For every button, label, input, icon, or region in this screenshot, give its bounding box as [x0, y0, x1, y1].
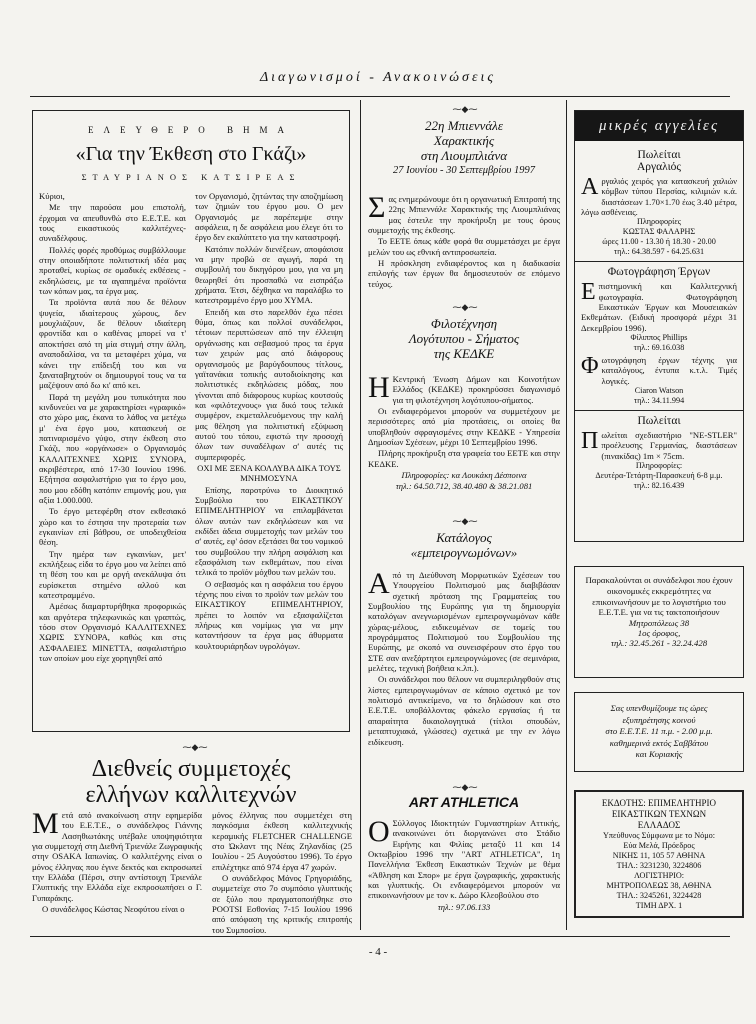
classifieds-bar: μικρές αγγελίες: [575, 111, 743, 141]
title-line: «εμπειρογνωμόνων»: [410, 545, 518, 560]
paragraph: μόνος έλληνας που συμμετέχει στη παγκόσμια έκθεση καλλιτεχνικής κεραμικής FLETCHER CHALLENGE στο Ώκλαντ της Νέας Ζηλανδίας (25 Ιουλίου - 25 Αυγούστου 1996). Το έργο επιλέχτηκε από 974 έργα 47 χωρών.: [212, 810, 352, 872]
title-line: Φιλοτέχνηση: [430, 316, 498, 331]
column-divider: [566, 100, 567, 930]
ad-drafting-table: [575, 410, 743, 495]
ornament-icon: ⁓◆⁓: [452, 516, 478, 526]
notice-text: εξυπηρέτησης κοινού: [622, 714, 696, 725]
paragraph: Πολλές φορές προθύμως συμβάλλουμε στην οποιαδήποτε πολιτιστική ιδέα μας προταθεί, κυρίως σε ομαδικές εκθέσεις - εκδηλώσεις, με τα αγαπημένα προϊόντα των κόπων μας, τα έργα μας.: [39, 244, 186, 297]
ad-info: Ciaron Watson: [634, 386, 684, 396]
dropcap: Α: [581, 174, 599, 200]
masthead-line: ΜΗΤΡΟΠΟΛΕΩΣ 38, ΑΘΗΝΑ: [606, 881, 712, 890]
info-line: Πληροφορίες: κα Λουκάκη Δέσποινα: [401, 470, 527, 481]
article-column-2: [195, 191, 343, 652]
biennale-dates: 27 Ιουνίου - 30 Σεπτεμβρίου 1997: [393, 165, 535, 176]
paragraph: τον Οργανισμό, ζητώντας την αποζημίωση των ζημιών του έργου μου. Ο μεν Οργανισμός με παρέπεμψε στην ασφάλεια, η δε ασφάλεια μου έλεγε ότι το έργο δεν εκαλύπτετο για την καταστροφή.: [195, 191, 343, 243]
paragraph: ας ενημερώνουμε ότι η οργανωτική Επιτροπή της 22ης Μπιεννάλε Χαρακτικής της Λιουμπλιάνας μας έστειλε την προκήρυξη με τους όρους συμμετοχής της έκθεσης.: [368, 194, 560, 236]
masthead-line: ΤΙΜΗ ΔΡΧ. 1: [635, 901, 683, 910]
paragraph: Με την παρούσα μου επιστολή, έρχομαι να απευθυνθώ στο Ε.Ε.Τ.Ε. και τους εικαστικούς καλλιτέχνες-συναδέλφους.: [39, 202, 186, 244]
ornament-icon: ⁓◆⁓: [452, 782, 478, 792]
dropcap: Α: [368, 567, 390, 600]
info-line: τηλ.: 97.06.133: [437, 901, 491, 912]
paragraph: Κεντρική Ένωση Δήμων και Κοινοτήτων Ελλάδος (ΚΕΔΚΕ) προκηρύσσει διαγωνισμό για τη φιλοτέχνηση λογότυπου-σήματος.: [392, 374, 560, 405]
masthead-box: [574, 790, 744, 918]
participations-column-2: [212, 810, 352, 936]
logo-contest-title: [368, 316, 560, 361]
art-athletica-title: ART ATHLETICA: [408, 794, 520, 810]
biennale-body: [368, 191, 560, 290]
ad-info: Φίλιππος Phillips: [630, 333, 688, 343]
footer-rule: [30, 936, 730, 937]
paragraph: Επίσης, παροτρύνω το Διοικητικό Συμβούλιο του ΕΙΚΑΣΤΙΚΟΥ ΕΠΙΜΕΛΗΤΗΡΙΟΥ να επιλαμβάνεται όλων αυτών των εκδηλώσεων και να εκδίδει άδεια συμμετοχής των μελών του σ' αυτές, εφ' όσον εξετάσει θα του νομικού του συμβούλου την πλήρη ασφάλιση και εξασφάλιση των εκθεμάτων, που είναι τελικά το προϊόν μόχθου των μελών του.: [195, 484, 343, 578]
masthead-line: ΕΙΚΑΣΤΙΚΩΝ ΤΕΧΝΩΝ: [611, 809, 707, 819]
dropcap: Φ: [581, 353, 599, 380]
ad-heading: Πωλείται: [637, 415, 681, 428]
notice-text: στο Ε.Ε.Τ.Ε. 11 π.μ. - 2.00 μ.μ.: [605, 726, 713, 736]
ad-body: [581, 281, 737, 333]
notice-text: Σας υπενθυμίζουμε τις ώρες: [610, 703, 708, 713]
biennale-title: [368, 118, 560, 178]
dropcap: Π: [581, 428, 599, 455]
paragraph: Το έργο μετεφέρθη στον εκθεσιακό χώρο και το έστησα την προτεραία των εγκαινίων επί βάθρου, σε υποδειχθείσα θέση.: [39, 506, 186, 548]
ad-info: τηλ.: 69.16.038: [633, 343, 685, 353]
catalog-body: [368, 567, 560, 748]
masthead-line: ΝΙΚΗΣ 11, 105 57 ΑΘΗΝΑ: [612, 851, 706, 860]
paragraph: Ο συνάδελφος Κώστας Νεοφύτου είναι ο: [42, 904, 185, 915]
free-tribune-article: [32, 110, 350, 732]
paragraph: Κύριοι,: [39, 191, 65, 201]
ad-info: τηλ.: 64.38.597 - 64.25.631: [613, 247, 705, 257]
participations-column-1: [32, 807, 202, 915]
paragraph: Οι συνάδελφοι που θέλουν να συμπεριληφθούν στις λίστες εμπειρογνωμόνων σε κάποιο σχετικό με τον πολιτισμό αντικείμενο, να το δηλώσουν και στο Ε.Ε.Τ.Ε. υποβάλλοντας φάκελο εργασίας ή τα απαραίτητα δικαιολογητικά (τίτλοι σπουδών, μεταπτυχιακά, γλώσσες) σχετικά με την εν λόγω ειδίκευση.: [368, 674, 560, 747]
ad-body: [581, 430, 737, 461]
paragraph: Ο συνάδελφος Μάνος Γρηγοριάδης, συμμετείχε στο 7ο συμπόσιο γλυπτικής σε ξύλο που πραγματοποιήθηκε στο POOTSI Εσθονίας 7-15 Ιουλίου 1996 από απόφαση της κριτικής επιτροπής του Συμποσίου.: [212, 873, 352, 935]
header-rule: [30, 96, 730, 97]
paragraph: Επειδή και στο παρελθόν έχω πέσει θύμα, όπως και πολλοί συνάδελφοι, τέτοιων περιπτώσεων από την έλλειψη οργάνωσης και σεβασμού προς τα έργα των χειρών μας από διάφορους οργανισμούς με βαρύγδουπους τίτλους, γαϊτανάκια τοπικής αυτοδιοίκησης και πολιτιστικές εκδηλώσεις μόδας, που γίνονται από διάφορους κυρίως κουτσούς και «φιλότεχνους» για δικό τους τελικά συμφέρον, εκμεταλλευόμενους την καλή μας θέληση για πολιτιστική εξύψωση αυτού του τόπου, εφιστώ την προσοχή όλων των συναδέλφων σ' αυτές τις συμπεριφορές.: [195, 306, 343, 462]
notice-address: Μητροπόλεως 38: [628, 618, 690, 629]
title-line: Λογότυπου - Σήματος: [408, 331, 520, 346]
masthead-line: ΕΚΔΟΤΗΣ: ΕΠΙΜΕΛΗΤΗΡΙΟ: [601, 798, 717, 808]
dues-notice: [574, 566, 744, 678]
ad-loom: [575, 141, 743, 261]
dropcap: Η: [368, 371, 390, 404]
dropcap: Σ: [368, 191, 386, 224]
ad-text: ωλείται σχεδιαστήριο "NE-STLER" προέλευσης Γερμανίας, διαστάσεων (πινακίδας) 1m × 75cm.: [601, 430, 737, 461]
ad-info: ώρες 11.00 - 13.30 ή 18.30 - 20.00: [602, 237, 716, 247]
paragraph: Την ημέρα των εγκαινίων, μετ' εκπλήξεως είδα το έργο μου να λείπει από τη θέση του και με οργή ανεκάλυψα ότι ευρίσκεται στημένο αλλού και κατεστραμμένο.: [39, 548, 186, 601]
masthead-line: ΤΗΛ.: 3245261, 3224428: [616, 891, 702, 900]
title-line: ελλήνων καλλιτεχνών: [85, 782, 297, 808]
paragraph: ετά από ανακοίνωση στην εφημερίδα του Ε.Ε.Τ.Ε., ο συνάδελφος Γιάννης Λασηθιωτάκης υπέβαλε υποψηφιότητα για συμμετοχή στη Διεθνή Τριενάλε Ζωγραφικής στην OSAKA Ιαπωνίας. Ο καλλιτέχνης είναι ο μόνος έλληνας που έγινε δεκτός και εκπροσωπεί την Ελλάδα (Πέρσι, στην αντίστοιχη Τριενάλε Γλυπτικής την Ελλάδα είχε εκπροσωπήσει ο Γ. Γυπαράκης.: [32, 810, 202, 903]
title-line: Χαρακτικής: [433, 133, 495, 148]
title-line: Διεθνείς συμμετοχές: [91, 756, 291, 782]
ad-text: πιστημονική και Καλλιτεχνική φωτογραφία. Φωτογράφηση Εικαστικών Έργων και Μουσειακών Εκθεμάτων.: [581, 281, 737, 323]
notice-text: Παρακαλούνται οι συνάδελφοι που έχουν οικονομικές εκκρεμότητες να επικοινωνήσουν με το λογιστήριο του Ε.Ε.Τ.Ε. για να τις τακτοποιήσουν: [585, 575, 733, 618]
ad-text: (Ειδική προσφορά μέχρι 31 Δεκεμβρίου 1996).: [581, 312, 737, 333]
paragraph: πό τη Διεύθυνση Μορφωτικών Σχέσεων του Υπουργείου Πολιτισμού μας διαβιβάσαν σχετική πρόταση της Γραμματείας του Συμβουλίου της Ευρώπης για τη δημιουργία καταλόγων ανεγνωρισμένων εμπειρογνωμόνων κάθε χώρας-μέλους, ειδικευμένων σε τομείς του προγράμματος Πολιτισμού του Συμβουλίου της Ευρώπης, με σκοπό να συνεισφέρουν στο έργο του ΣΤΕ σαν ανεξάρτητοι εμπειρογνώμονες (σε σεμινάρια, μελέτες, τεχνική βοήθεια κ.λπ.).: [368, 570, 560, 674]
ornament-icon: ⁓◆⁓: [452, 302, 478, 312]
paragraph: Το ΕΕΤΕ όπως κάθε φορά θα συμμετάσχει με έργα μελών του ως εθνική αντιπροσωπεία.: [368, 236, 560, 257]
section-header: Διαγωνισμοί - Ανακοινώσεις: [259, 70, 497, 85]
ad-body: [581, 355, 737, 386]
paragraph: Παρά τη μεγάλη μου τυπικότητα που κινδυνεύει να με χαρακτηρίσει «γραφικό» στο χώρο μας, έκανα το λάθος να μετέχω μ' ένα έργο μου, κατασκευή σε πατιναρισμένο γύψο, στην έκθεση στο Γκάζι, που «οργάνωσε» ο Οργανισμός ΚΑΛΛΙΤΕΧΝΕΣ ΧΩΡΙΣ ΣΥΝΟΡΑ, ακριβέστερα, από 17-30 Ιουνίου 1996. Εξήτησα ασφαλιστήριο για το έργο μου, που μου εδόθη κατόπιν επιμονής μου, για αξία 1.000.000.: [39, 391, 186, 505]
notice-phones: τηλ.: 32.45.261 - 32.24.428: [610, 638, 708, 649]
title-line: στη Λιουμπλιάνα: [420, 148, 508, 163]
ornament-icon: ⁓◆⁓: [182, 742, 208, 752]
ad-info: Πληροφορίες:: [635, 461, 683, 471]
classifieds-box: [574, 110, 744, 542]
masthead-line: Εύα Μελά, Πρόεδρος: [623, 841, 695, 850]
notice-address: 1ος όροφος,: [637, 628, 681, 639]
paragraph: Αμέσως διαμαρτυρήθηκα προφορικώς και αργότερα τηλεφωνικώς και γραπτώς, τόσο στον Οργανισμό ΚΑΛΛΙΤΕΧΝΕΣ ΧΩΡΙΣ ΣΥΝΟΡΑ, καθώς και στις ΑΣΦΑΛΕΙΕΣ MINETTA, ασφαλιστήριο των οποίων μου είχε χορηγηθεί από: [39, 601, 186, 664]
ad-info: τηλ.: 82.16.439: [633, 481, 685, 491]
page-number: - 4 -: [368, 946, 388, 958]
paragraph: Οι ενδιαφερόμενοι μπορούν να συμμετέχουν με περισσότερες από μία προτάσεις, οι οποίες θα υποβληθούν σφραγισμένες στην ΚΕΔΚΕ - Υπηρεσία Δημοσίων Σχέσεων, μέχρι 10 Σεπτεμβρίου 1996.: [368, 406, 560, 448]
ad-photography: [575, 261, 743, 410]
art-athletica-body: [368, 815, 560, 913]
logo-contest-body: [368, 371, 560, 493]
dropcap: Μ: [32, 807, 59, 840]
paragraph: Τα προϊόντα αυτά που δε θέλουν ψυγεία, ιδιαίτερους χώρους, δεν μουχλιάζουν, δε θέλουν ιδιαίτερη φροντίδα και ο καθένας μπορεί να τ' αποκτήσει από τη μία στιγμή στην άλλη, αναποδαλίσα, να τα μεταφέρει χύμα, να κάνει την επίδειξή του και να ξαναταβηχτούν οι δημιουργοί τους να τα μαζέψουν από δω κι' από κει.: [39, 297, 186, 391]
info-line: τηλ.: 64.50.712, 38.40.480 & 38.21.081: [395, 481, 533, 492]
notice-text: και Κυριακής: [635, 749, 683, 759]
ad-heading: Αργαλιός: [637, 161, 681, 173]
ad-info: ΚΩΣΤΑΣ ΦΑΛΑΡΗΣ: [622, 227, 696, 237]
column-divider: [360, 100, 361, 930]
masthead-line: ΛΟΓΙΣΤΗΡΙΟ:: [633, 871, 685, 880]
dropcap: Ε: [581, 279, 596, 306]
hours-notice: [574, 692, 744, 772]
dropcap: Ο: [368, 815, 390, 848]
participations-title: [32, 756, 350, 808]
masthead-line: ΕΛΛΑΔΟΣ: [637, 820, 681, 830]
paragraph: Ο σεβασμός και η ασφάλεια του έργου τέχνης που είναι το προϊόν των μελών του ΕΙΚΑΣΤΙΚΟΥ ΕΠΙΜΕΛΗΤΗΡΙΟΥ, πρέπει το λοιπόν να εξασφαλίζεται πλήρως και νομίμως για να μην καταντήσουν τα έργα μας άθυρματα κουλτουριάρηδων υγρολόγων.: [195, 578, 343, 651]
paragraph-emphasis: ΟΧΙ ΜΕ ΞΕΝΑ ΚΟΛΛΥΒΑ ΔΙΚΑ ΤΟΥΣ ΜΝΗΜΟΣΥΝΑ: [197, 462, 341, 484]
notice-text: καθημερινά εκτός Σαββάτου: [609, 737, 709, 748]
paragraph: Η πρόσκληση ενδιαφέροντος και η διαδικασία επιλογής των έργων θα δημοσιευτούν σε επόμενο τεύχος.: [368, 258, 560, 289]
ad-heading: Πωλείται: [637, 149, 681, 161]
article-column-1: [39, 191, 186, 664]
paragraph: Κατόπιν πολλών διενέξεων, αποφάσισα να μην προβώ σε αγωγή, παρά τη συμβουλή του δικηγόρου μου, για να μη θεωρηθεί ότι προσπαθώ να εισπράξω χρήματα. Έτσι, δέχθηκα να παραλάβω το κατεστραμμένο έργο μου ΧΥΜΑ.: [195, 243, 343, 306]
title-line: Κατάλογος: [436, 530, 492, 545]
ad-text: ργαλιός χειρός για κατασκευή χαλιών κόμβων τύπου Περσίας, κιλιμιών κ.ά. διαστάσεων 1.70×1.70 έως 3.40 μέτρα, λόγω ασθένειας.: [581, 176, 737, 218]
ad-info: Πληροφορίες: [636, 217, 682, 227]
article-author: ΣΤΑΥΡΙΑΝΟΣ ΚΑΤΣΙΡΕΑΣ: [81, 172, 301, 182]
ad-text: ωτογράφηση έργων τέχνης για καταλόγους, έντυπα κ.τ.λ. Τιμές λογικές.: [601, 355, 737, 386]
title-line: 22η Μπιεννάλε: [425, 118, 503, 133]
ad-info: Δευτέρα-Τετάρτη-Παρασκευή 6-8 μ.μ.: [595, 471, 723, 481]
title-line: της ΚΕΔΚΕ: [433, 346, 495, 361]
paragraph: Πλήρης προκήρυξη στα γραφεία του ΕΕΤΕ και στην ΚΕΔΚΕ.: [368, 448, 560, 469]
ad-body: [581, 176, 737, 217]
ad-info: τηλ.: 34.11.994: [633, 396, 685, 406]
paragraph: Σύλλογος Ιδιοκτητών Γυμναστηρίων Αττικής, ανακοινώνει ότι διοργανώνει στο Στάδιο Ειρήνης και Φιλίας μεταξύ 11 και 14 Οκτωβρίου 1996 την "ART ATHLETICA", 1η Πανελλήνια Έκθεση Εικαστικών Τεχνών με θέμα «Άθληση και Σπορ» με έργα ζωγραφικής, χαρακτικής και γλυπτικής. Οι ενδιαφερόμενοι μπορούν να επικοινωνήσουν με τον κ. Δώρο Κλεοβούλου στο: [368, 818, 560, 901]
ornament-icon: ⁓◆⁓: [452, 104, 478, 114]
masthead-line: Υπεύθυνος Σύμφωνα με το Νόμο:: [602, 831, 716, 840]
masthead-line: ΤΗΛ.: 3231230, 3224806: [616, 861, 702, 870]
catalog-title: [368, 530, 560, 560]
article-kicker: ΕΛΕΥΘΕΡΟ ΒΗΜΑ: [88, 125, 294, 135]
article-title: «Για την Έκθεση στο Γκάζι»: [75, 143, 307, 165]
ad-heading: Φωτογράφηση Έργων: [607, 266, 711, 279]
